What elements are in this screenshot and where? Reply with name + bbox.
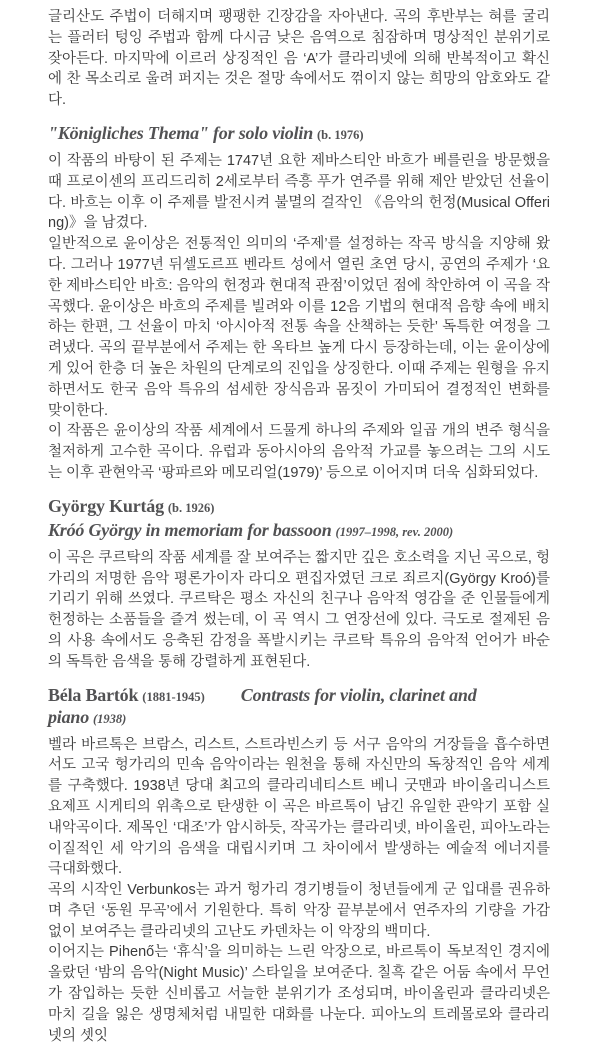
paragraph: 이 곡은 쿠르탁의 작품 세계를 잘 보여주는 짧지만 깊은 호소력을 지닌 곡으로, 헝가리의 저명한 음악 평론가이자 라디오 편집자였던 크로 죄르지(György Kroó)를 기리기 위해 쓰였다. 쿠르탁은 평소 자신의 친구나 음악적 영감을 준 인물들에게 헌정하는 소품들을 즐겨 썼는데, 이 곡 역시 그 연장선에 있다. 극도로 절제된 음의 사용 속에서도 응축된 감정을 폭발시키는 쿠르탁 특유의 음악적 언어가 바순의 독특한 음색을 통해 강렬하게 표현된다. <box>48 549 550 670</box>
paragraph: 곡의 시작인 Verbunkos는 과거 헝가리 경기병들이 청년들에게 군 입대를 권유하며 추던 ‘동원 무곡’에서 기원한다. 특히 악장 끝부분에서 연주자의 기량을 가감 없이 보여주는 클라리넷의 고난도 카덴차는 이 악장의 백미다. <box>48 882 550 940</box>
heading-bartok <box>48 685 550 729</box>
work-title: Króó György in memoriam for bassoon <box>48 519 332 540</box>
heading-koenigliches-thema <box>48 123 550 145</box>
heading-kurtag <box>48 496 550 542</box>
work-title: "Königliches Thema" for solo violin <box>48 122 314 143</box>
work-date: (b. 1976) <box>317 127 364 142</box>
composer-name: György Kurtág <box>48 495 164 516</box>
paragraph: 이 작품은 윤이상의 작품 세계에서 드물게 하나의 주제와 일곱 개의 변주 형식을 철저하게 고수한 곡이다. 유럽과 동아시아의 음악적 가교를 놓으려는 그의 시도는 이후 관현악곡 ‘팡파르와 메모리얼(1979)’ 등으로 이어지며 더욱 심화되었다. <box>48 423 550 481</box>
paragraph: 이 작품의 바탕이 된 주제는 1747년 요한 제바스티안 바흐가 베를린을 방문했을 때 프로이센의 프리드리히 2세로부터 즉흥 푸가 연주를 위해 제안 받았던 선율이다. 바흐는 이후 이 주제를 발전시켜 불멸의 걸작인 《음악의 헌정(Musical Offering)》을 남겼다. <box>48 152 550 232</box>
paragraph: 일반적으로 윤이상은 전통적인 의미의 ‘주제’를 설정하는 작곡 방식을 지양해 왔다. 그러나 1977년 뒤셀도르프 벤라트 성에서 열린 초연 당시, 공연의 주제가 ‘요한 제바스티안 바흐: 음악의 헌정과 현대적 관점’이었던 점에 착안하여 이 곡을 작곡했다. 윤이상은 바흐의 주제를 빌려와 이를 12음 기법의 현대적 음향 속에 배치하는 한편, 그 선율이 마치 ‘아시아적 전통 속을 산책하는 듯한’ 독특한 여정을 그려냈다. 곡의 끝부분에서 주제는 한 옥타브 높게 다시 등장하는데, 이는 윤이상에게 있어 한층 더 높은 차원의 단계로의 진입을 상징한다. 이때 주제는 원형을 유지하면서도 한국 음악 특유의 섬세한 장식음과 몸짓이 가미되어 결정적인 변화를 맞이한다. <box>48 236 550 419</box>
work-title: Contrasts for violin, clarinet and piano <box>48 684 477 727</box>
paragraph: 이어지는 Pihenő는 ‘휴식’을 의미하는 느린 악장으로, 바르톡이 독보적인 경지에 올랐던 ‘밤의 음악(Night Music)’ 스타일을 보여준다. 칠흑 같은 어둠 속에서 무언가 잠입하는 듯한 신비롭고 서늘한 분위기가 조성되며, 바이올린과 클라리넷은 마치 길을 잃은 생명체처럼 내밀한 대화를 나눈다. 피아노의 트레몰로와 클라리넷의 셋잇 <box>48 944 550 1044</box>
intro-continuation-paragraph: 글리산도 주법이 더해지며 팽팽한 긴장감을 자아낸다. 곡의 후반부는 혀를 굴리는 플러터 텅잉 주법과 함께 다시금 낮은 음역으로 침잠하며 명상적인 분위기로 잦아든다. 마지막에 이르러 상징적인 음 ‘A’가 클라리넷에 의해 반복적이고 확신에 찬 목소리로 울려 퍼지는 것은 절망 속에서도 꺾이지 않는 희망의 암호와도 같다. <box>48 9 550 109</box>
work-date: (1938) <box>93 711 127 726</box>
composer-dates: (1881-1945) <box>142 689 205 704</box>
paragraph: 벨라 바르톡은 브람스, 리스트, 스트라빈스키 등 서구 음악의 거장들을 흡수하면서도 고국 헝가리의 민속 음악이라는 원천을 통해 자신만의 독창적인 음악 세계를 구축했다. 1938년 당대 최고의 클라리네티스트 베니 굿맨과 바이올리니스트 요제프 시게티의 위촉으로 탄생한 이 곡은 바르톡이 남긴 유일한 관악기 포함 실내악곡이다. 제목인 ‘대조’가 암시하듯, 작곡가는 클라리넷, 바이올린, 피아노라는 이질적인 세 악기의 음색을 대립시키며 그 차이에서 발생하는 예술적 에너지를 극대화했다. <box>48 736 550 878</box>
composer-name: Béla Bartók <box>48 684 139 705</box>
work-date: (1997–1998, rev. 2000) <box>335 524 454 539</box>
composer-dates: (b. 1926) <box>167 500 215 515</box>
